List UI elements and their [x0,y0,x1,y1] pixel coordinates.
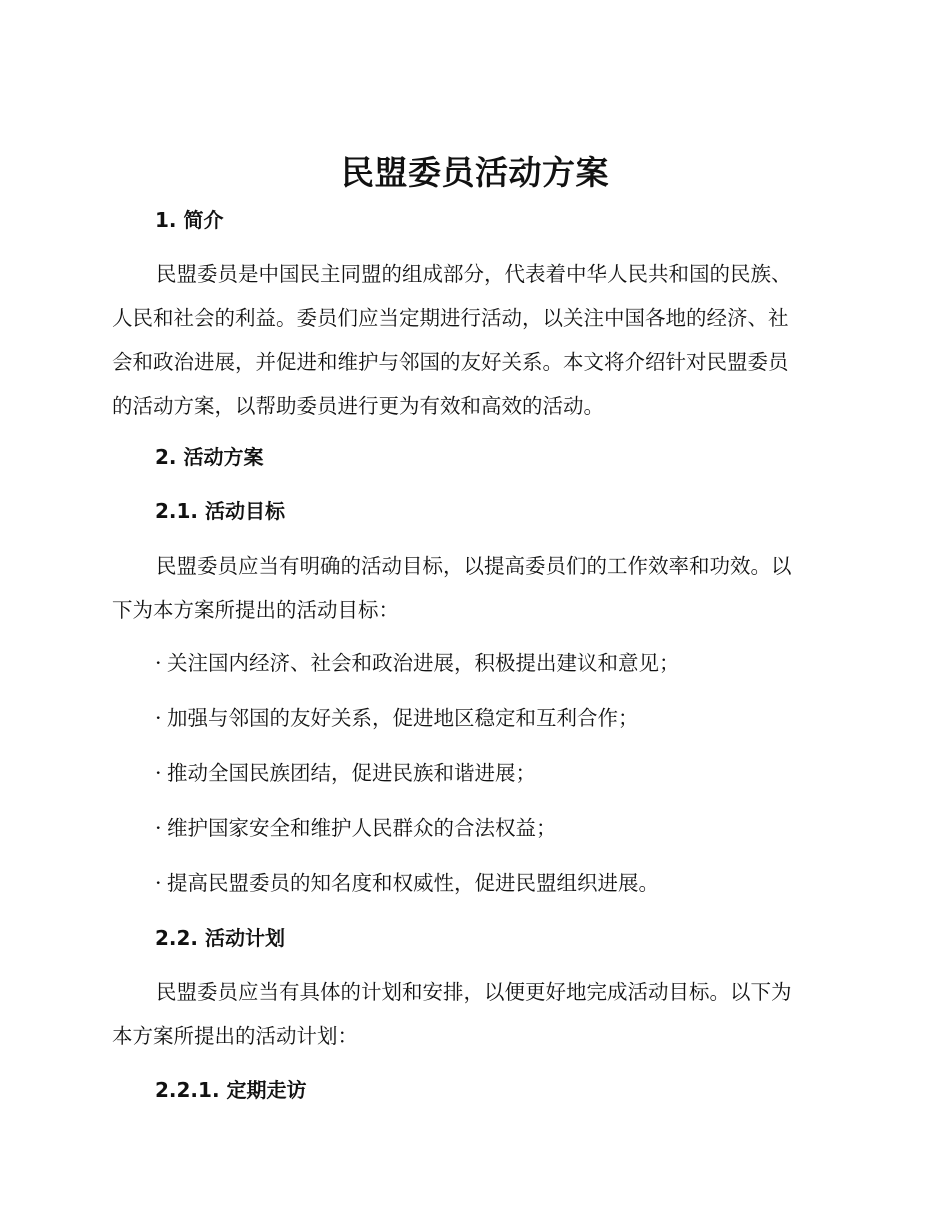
goals-paragraph [112,544,830,632]
bullet-marker: · [155,761,162,785]
intro-paragraph [112,252,830,428]
goal-list-item [155,703,639,733]
goal-item-text: 加强与邻国的友好关系，促进地区稳定和互利合作； [167,706,639,730]
bullet-marker: · [155,871,162,895]
subsection-heading-goals: 2.1. 活动目标 [155,499,285,523]
paragraph-line: 民盟委员应当有具体的计划和安排，以便更好地完成活动目标。以下为 [156,980,792,1004]
goal-list-item [155,758,536,788]
goal-list-item [155,868,659,898]
goal-item-text: 关注国内经济、社会和政治进展，积极提出建议和意见； [167,651,680,675]
bullet-marker: · [155,816,162,840]
paragraph-line: 民盟委员是中国民主同盟的组成部分，代表着中华人民共和国的民族、 [156,262,792,286]
goal-item-text: 推动全国民族团结，促进民族和谐进展； [167,761,536,785]
paragraph-line: 会和政治进展，并促进和维护与邻国的友好关系。本文将介绍针对民盟委员 [112,350,789,374]
goal-list-item [155,813,557,843]
paragraph-line: 下为本方案所提出的活动目标： [112,598,399,622]
schedule-paragraph [112,970,830,1058]
paragraph-line: 人民和社会的利益。委员们应当定期进行活动，以关注中国各地的经济、社 [112,306,789,330]
goal-list-item [155,648,680,678]
paragraph-line: 的活动方案，以帮助委员进行更为有效和高效的活动。 [112,394,604,418]
subsection-heading-schedule: 2.2. 活动计划 [155,926,285,950]
section-heading-intro: 1. 简介 [155,208,224,232]
goal-item-text: 提高民盟委员的知名度和权威性，促进民盟组织进展。 [167,871,659,895]
bullet-marker: · [155,651,162,675]
document-title: 民盟委员活动方案 [341,153,609,192]
subsubsection-heading-visits: 2.2.1. 定期走访 [155,1078,307,1102]
bullet-marker: · [155,706,162,730]
section-heading-plan: 2. 活动方案 [155,445,264,469]
paragraph-line: 本方案所提出的活动计划： [112,1024,358,1048]
paragraph-line: 民盟委员应当有明确的活动目标，以提高委员们的工作效率和功效。以 [156,554,792,578]
goal-item-text: 维护国家安全和维护人民群众的合法权益； [167,816,557,840]
